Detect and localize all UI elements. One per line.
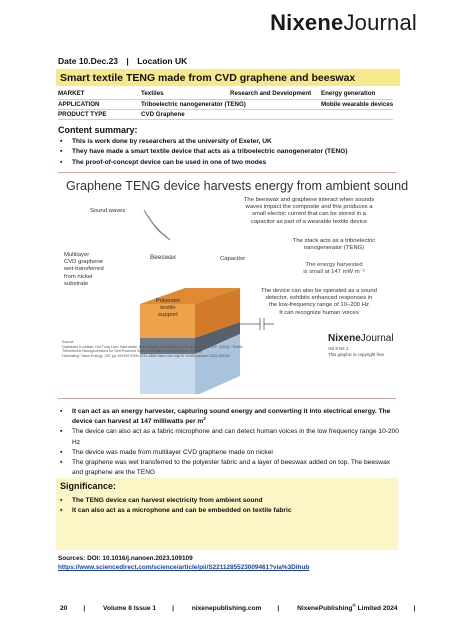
meta-key: PRODUCT TYPE	[58, 110, 107, 118]
source-link[interactable]: https://www.sciencedirect.com/science/article/pii/S2211285523009461?via%3Dihub	[58, 564, 310, 572]
footer-site[interactable]: nixenepublishing.com	[191, 605, 262, 612]
footer-volume: Volume 8 Issue 1	[103, 605, 157, 612]
list-item: ▪ The TENG device can harvest electricity from ambient sound	[72, 496, 292, 506]
article-headline: Smart textile TENG made from CVD graphene and beeswax	[56, 69, 400, 86]
content-summary-heading: Content summary:	[58, 125, 138, 135]
detector-note: The device can also be operated as a sound detector, exhibits enhanced responses in the low-frequency range of 10–200 Hz It can recognize human voices	[261, 288, 377, 316]
list-item: ▪ It can act as an energy harvester, capturing sound energy and converting it into electrical energy. The device can harvest at 147 milliwatts per $m^2$	[72, 407, 402, 427]
significance-list	[72, 496, 292, 517]
meta-value: Mobile wearable devices	[321, 100, 394, 108]
energy-note: The energy harvested is small at 147 mW m⁻²	[303, 262, 365, 276]
graphene-teng-figure	[60, 194, 398, 394]
sources-doi: Sources: DOI: 10.1016/j.nanoen.2023.109109	[58, 555, 193, 562]
capacitor-icon	[240, 318, 274, 330]
dateline: Date 10.Dec.23 | Location UK	[58, 56, 188, 66]
meta-key: APPLICATION	[58, 100, 100, 108]
divider	[58, 398, 396, 399]
meta-key: MARKET	[58, 90, 85, 98]
location-value: UK	[174, 56, 188, 66]
findings-list	[72, 407, 402, 478]
significance-box	[56, 478, 398, 550]
meta-row-product-type	[58, 109, 393, 119]
sound-waves-label: Sound waves	[90, 208, 126, 214]
meta-value: Research and Development	[230, 90, 312, 98]
meta-value: CVD Graphene	[141, 110, 185, 118]
list-item: ▪ The device can also act as a fabric microphone and can detect human voices in the low frequency range 10-200 Hz	[72, 427, 402, 447]
graphene-layer-label: Multilayer CVD graphene wet-transferred from nickel substrate	[64, 252, 104, 287]
figure-brand-sub: Vol 8 Iss 1 This graphic is copyright free	[328, 346, 385, 357]
date-label: Date	[58, 56, 77, 66]
meta-value: Triboelectric nanogenerator (TENG)	[141, 100, 246, 108]
figure-title: Graphene TENG device harvests energy from ambient sound	[66, 179, 409, 193]
interaction-note: The beeswax and graphene interact when sounds waves impact the composite and this produces a small electric current that can be stored in a capacitor as part of a wearable textile device	[243, 197, 375, 225]
journal-brand: NixeneJournal	[270, 10, 417, 35]
list-item: ▪ The proof-of-concept device can be used in one of two modes	[72, 158, 348, 168]
divider	[58, 172, 396, 173]
significance-heading: Significance:	[60, 481, 117, 491]
meta-row-application	[58, 99, 393, 109]
capacitor-label: Capacitor	[220, 256, 246, 262]
page-number: 20	[60, 605, 68, 612]
page-footer: 20 | Volume 8 Issue 1 | nixenepublishing.com | NixenePublishing® Limited 2024 |	[60, 602, 416, 612]
footer-copyright: NixenePublishing® Limited 2024	[297, 602, 398, 612]
list-item: ▪ The graphene was wet transferred to the polyester fabric and a layer of beeswax added on top. The beeswax and graphene are the TENG	[72, 458, 402, 478]
list-item: ▪ The device was made from multilayer CVD graphene made on nickel	[72, 448, 402, 458]
figure-source: Source: Dashtbani Kouhkan, Hol Tung Lam, Gabrowski, Dirk, Madrid, Fernando, Ana M. and Craciun, M.F. (2024), "Textile Triboelectric Nanogenerators for Self-Powered Sound Detection and Mechanical Energy Harvesting" Nano Energy, 120, pp.109109 ISSN 2211-2855 https://doi.org/10.1016/j.nanoen.2023.109109	[62, 340, 243, 358]
meta-row-market	[58, 89, 393, 99]
list-item: ▪ They have made a smart textile device that acts as a triboelectric nanogenerator (TENG)	[72, 147, 348, 157]
location-label: Location	[137, 56, 173, 66]
stack-note: The stack acts as a triboelectric nanogenerator (TENG)	[292, 238, 376, 252]
date-value: 10.Dec.23	[78, 56, 119, 66]
beeswax-label: Beeswax	[150, 254, 176, 261]
meta-table	[58, 89, 393, 120]
meta-value: Textiles	[141, 90, 164, 98]
polyester-label: Polyester textile support	[155, 298, 181, 319]
sources	[58, 554, 309, 573]
meta-value: Energy generation	[321, 90, 376, 98]
figure-brand: NixeneJournal	[328, 333, 394, 344]
list-item: ▪ It can also act as a microphone and can be embedded on textile fabric	[72, 506, 292, 516]
content-summary-list	[72, 137, 348, 168]
sound-waves-icon	[144, 210, 170, 240]
list-item: ▪ This is work done by researchers at the university of Exeter, UK	[72, 137, 348, 147]
